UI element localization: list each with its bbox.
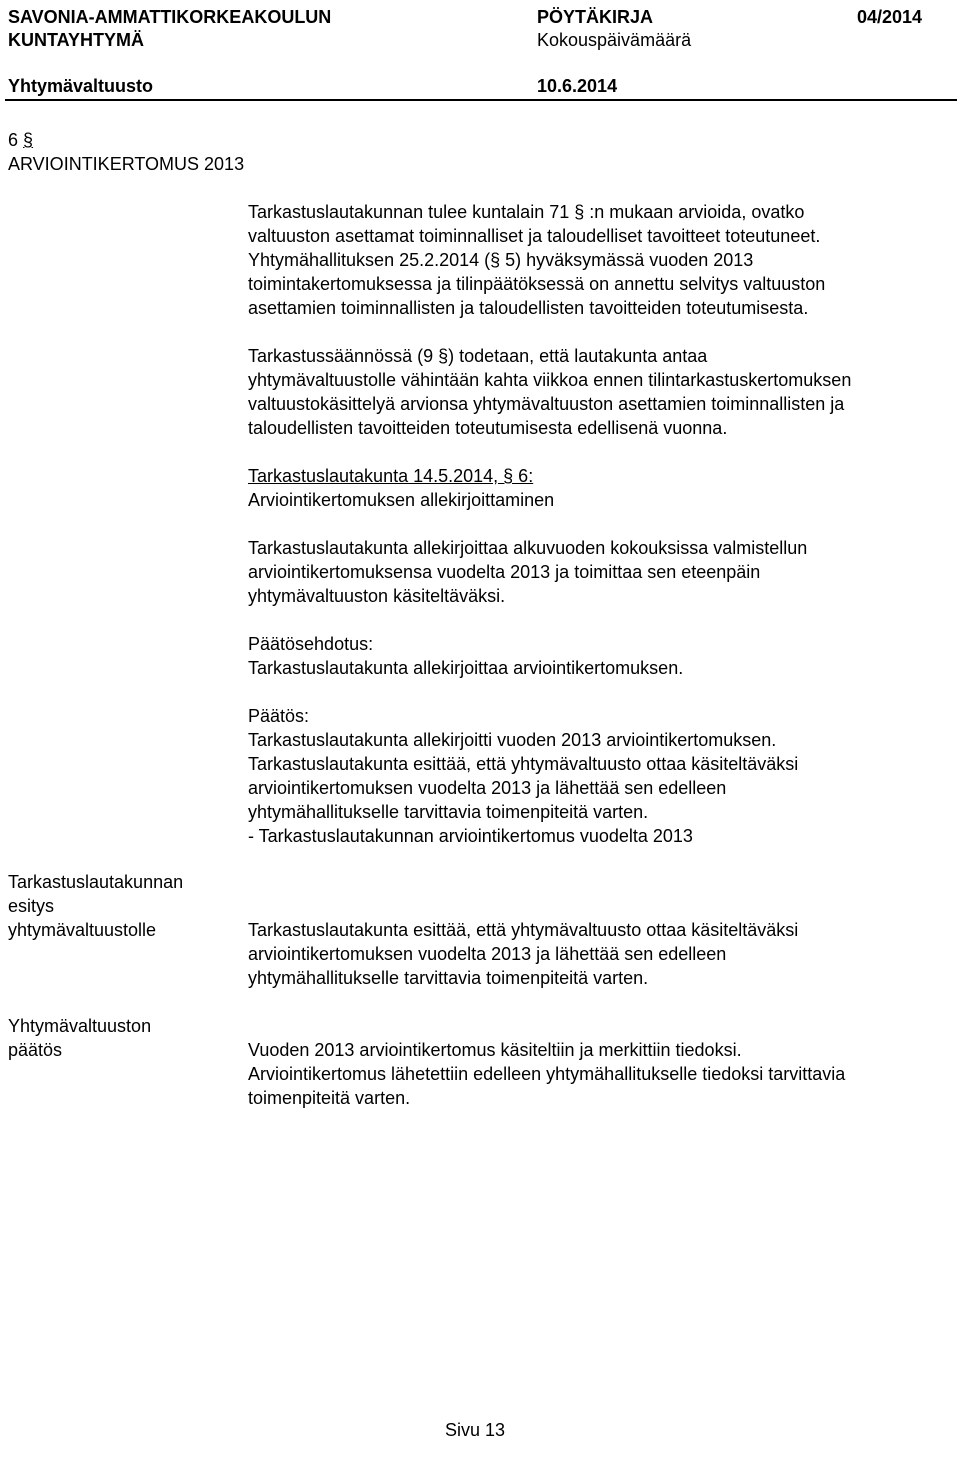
decision-label: Päätös: xyxy=(248,706,310,726)
decision-line: arviointikertomuksen vuodelta 2013 ja lähettää sen edelleen xyxy=(248,778,727,798)
paragraph-line: valtuuston asettamat toiminnalliset ja taloudelliset tavoitteet toteutuneet. xyxy=(248,226,821,246)
section-title: ARVIOINTIKERTOMUS 2013 xyxy=(8,154,245,174)
council-decision-text xyxy=(248,1038,948,1110)
section-number-value: 6 xyxy=(8,130,19,150)
paragraph-line: arviointikertomuksensa vuodelta 2013 ja toimittaa sen eteenpäin xyxy=(248,562,761,582)
org-name-line2: KUNTAYHTYMÄ xyxy=(8,30,145,50)
decision-line: Vuoden 2013 arviointikertomus käsiteltiin ja merkittiin tiedoksi. xyxy=(248,1040,742,1060)
proposal-line: yhtymähallitukselle tarvittavia toimenpiteitä varten. xyxy=(248,968,649,988)
side-label-line: yhtymävaltuustolle xyxy=(8,920,157,940)
section-number xyxy=(8,128,33,152)
reference-block xyxy=(248,464,948,512)
section-mark: § xyxy=(23,130,34,150)
header-divider xyxy=(5,99,957,101)
proposal-label: Päätösehdotus: xyxy=(248,634,374,654)
paragraph-intro xyxy=(248,200,948,320)
proposal-block xyxy=(248,632,948,680)
paragraph-signing xyxy=(248,536,948,608)
board-proposal-text xyxy=(248,918,948,990)
paragraph-line: asettamien toiminnallisten ja taloudellisten tavoitteiden toteutumisesta. xyxy=(248,298,809,318)
attachment-item: - Tarkastuslautakunnan arviointikertomus vuodelta 2013 xyxy=(248,826,693,846)
paragraph-line: Tarkastuslautakunta allekirjoittaa alkuvuoden kokouksissa valmistellun xyxy=(248,538,808,558)
reference-line: Tarkastuslautakunta 14.5.2014, § 6: xyxy=(248,466,534,486)
side-label-line: Tarkastuslautakunnan xyxy=(8,872,184,892)
paragraph-rules xyxy=(248,344,948,440)
proposal-text: Tarkastuslautakunta allekirjoittaa arviointikertomuksen. xyxy=(248,658,684,678)
side-label-line: Yhtymävaltuuston xyxy=(8,1016,152,1036)
proposal-line: arviointikertomuksen vuodelta 2013 ja lähettää sen edelleen xyxy=(248,944,727,964)
paragraph-line: toimintakertomuksessa ja tilinpäätöksessä on annettu selvitys valtuuston xyxy=(248,274,826,294)
paragraph-line: Tarkastuslautakunnan tulee kuntalain 71 § :n mukaan arvioida, ovatko xyxy=(248,202,805,222)
date-label: Kokouspäivämäärä xyxy=(537,30,692,50)
page-number: Sivu 13 xyxy=(445,1420,506,1440)
board-proposal-label xyxy=(8,870,238,942)
decision-block xyxy=(248,704,948,848)
paragraph-line: taloudellisten tavoitteiden toteutumisesta edellisenä vuonna. xyxy=(248,418,728,438)
side-label-line: esitys xyxy=(8,896,55,916)
doc-number: 04/2014 xyxy=(857,7,923,27)
paragraph-line: yhtymävaltuuston käsiteltäväksi. xyxy=(248,586,506,606)
paragraph-line: valtuustokäsittelyä arvionsa yhtymävaltuuston asettamien toiminnallisten ja xyxy=(248,394,845,414)
doc-type: PÖYTÄKIRJA xyxy=(537,7,654,27)
side-label-line: päätös xyxy=(8,1040,63,1060)
decision-line: Tarkastuslautakunta esittää, että yhtymävaltuusto ottaa käsiteltäväksi xyxy=(248,754,799,774)
decision-line: Arviointikertomus lähetettiin edelleen yhtymähallitukselle tiedoksi tarvittavia xyxy=(248,1064,846,1084)
body-name: Yhtymävaltuusto xyxy=(8,76,154,96)
paragraph-line: Tarkastussäännössä (9 §) todetaan, että lautakunta antaa xyxy=(248,346,708,366)
proposal-line: Tarkastuslautakunta esittää, että yhtymävaltuusto ottaa käsiteltäväksi xyxy=(248,920,799,940)
decision-line: toimenpiteitä varten. xyxy=(248,1088,411,1108)
org-name-line1: SAVONIA-AMMATTIKORKEAKOULUN xyxy=(8,7,332,27)
meeting-date: 10.6.2014 xyxy=(537,76,618,96)
decision-line: Tarkastuslautakunta allekirjoitti vuoden 2013 arviointikertomuksen. xyxy=(248,730,777,750)
reference-subject: Arviointikertomuksen allekirjoittaminen xyxy=(248,490,555,510)
paragraph-line: Yhtymähallituksen 25.2.2014 (§ 5) hyväksymässä vuoden 2013 xyxy=(248,250,754,270)
council-decision-label xyxy=(8,1014,238,1062)
paragraph-line: yhtymävaltuustolle vähintään kahta viikkoa ennen tilintarkastuskertomuksen xyxy=(248,370,852,390)
decision-line: yhtymähallitukselle tarvittavia toimenpiteitä varten. xyxy=(248,802,649,822)
